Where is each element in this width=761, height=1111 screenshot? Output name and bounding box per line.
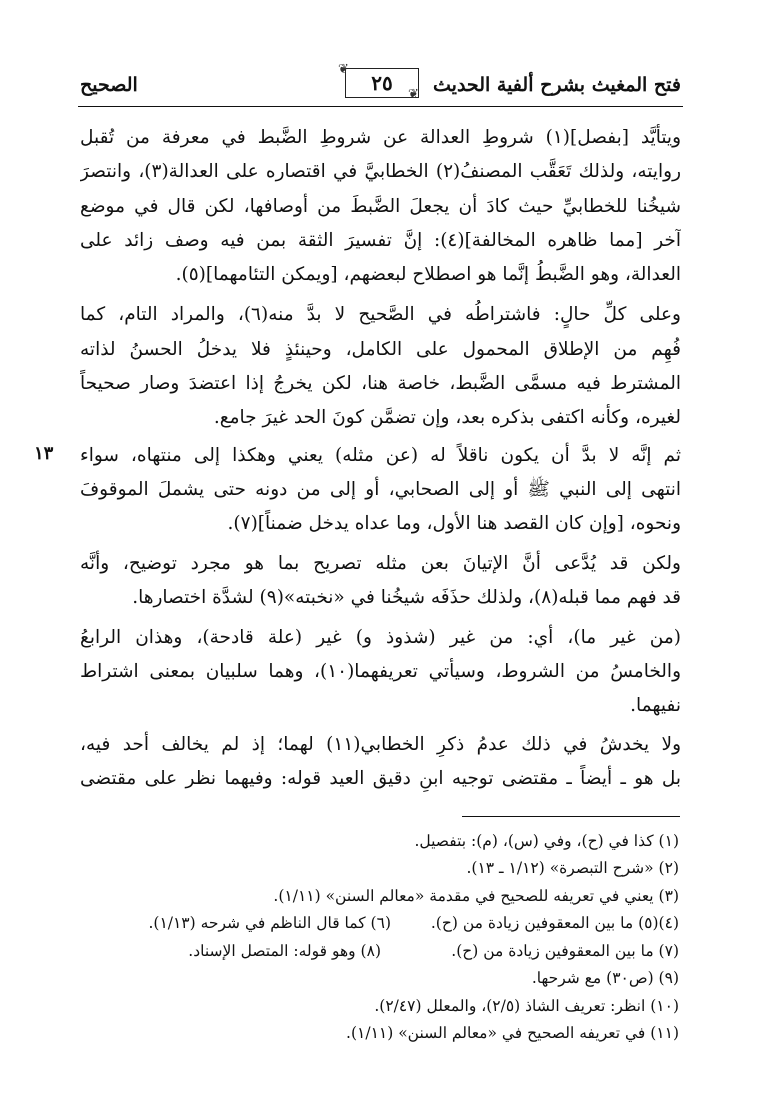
header-divider (78, 106, 683, 107)
body-line: شيخُنا للخطابيِّ حيث كادَ أن يجعلَ الضَّبطَ من أوصافها، لكن قال في موضع (80, 196, 681, 217)
body-line: المشترط فيه مسمَّى الضَّبط، خاصة هنا، لكن يخرجُ إذا اعتضدَ وصار صحيحاً (80, 373, 681, 394)
body-line: ويتأيَّد [بفصل](١) شروطِ العدالة عن شروطِ الضَّبط في معرفة من تُقبل (80, 127, 681, 148)
footnote: (١١) في تعريفه الصحيح في «معالم السنن» (١/١١). (346, 1024, 679, 1042)
body-line: (من غير ما)، أي: من غير (شذوذ و) غير (علة قادحة)، وهذان الرابعُ (80, 627, 681, 648)
body-line: ثم إنَّه لا بدَّ أن يكون ناقلاً له (عن مثله) يعني وهكذا إلى منتهاه، سواء (80, 445, 681, 466)
ornament-icon: ❦ (338, 62, 349, 77)
margin-verse-number: ١٣ (34, 443, 54, 464)
footnote: (٣) يعني في تعريفه للصحيح في مقدمة «معالم السنن» (١/١١). (273, 887, 679, 905)
body-line: ولكن قد يُدَّعى أنَّ الإتيانَ بعن مثله تصريح بما هو مجرد توضيح، وأنَّه (80, 553, 681, 574)
body-line: نفيهما. (630, 695, 681, 716)
footnote: (٤)(٥) ما بين المعقوفين زيادة من (ح). (430, 914, 679, 932)
body-line: وعلى كلِّ حالٍ: فاشتراطُه في الصَّحيح لا بدَّ منه(٦)، والمراد التام، كما (80, 304, 681, 325)
page-number: ٢٥ (371, 71, 393, 95)
body-line: انتهى إلى النبي ﷺ أو إلى الصحابي، أو إلى من دونه حتى يشملَ الموقوفَ (80, 479, 681, 500)
body-line: روايته، ولذلك تَعَقَّب المصنفُ(٢) الخطابيَّ في اقتصاره على العدالة(٣)، وانتصرَ (80, 161, 681, 182)
running-header-chapter: الصحيح (80, 74, 138, 96)
footnote: (٩) (ص٣٠) مع شرحها. (531, 969, 679, 987)
footnote: (١٠) انظر: تعريف الشاذ (٢/٥)، والمعلل (٢/٤٧). (374, 997, 679, 1015)
ornament-icon: ❦ (408, 87, 419, 102)
body-line: قد فهم مما قبله(٨)، ولذلك حذَفَه شيخُنا في «نخبته»(٩) لشدَّة اختصارها. (132, 587, 681, 608)
footnote: (٧) ما بين المعقوفين زيادة من (ح). (451, 942, 679, 960)
running-header-book-title: فتح المغيث بشرح ألفية الحديث (433, 74, 681, 96)
footnote: (١) كذا في (ح)، وفي (س)، (م): بتفصيل. (414, 832, 679, 850)
body-line: آخر [مما ظاهره المخالفة](٤): إنَّ تفسيرَ الثقة بمن فيه وصف زائد على (80, 230, 681, 251)
body-line: العدالة، وهو الضَّبطُ إنَّما هو اصطلاح لبعضهم، [ويمكن التئامهما](٥). (175, 264, 681, 285)
body-line: فُهِم من الإطلاق المحمول على الكامل، وحينئذٍ فلا يدخلُ الحسنُ لذاته (80, 339, 681, 360)
body-line: والخامسُ من الشروط، وسيأتي تعريفهما(١٠)، وهما سلبيان بمعنى اشتراط (80, 661, 681, 682)
body-line: ولا يخدشُ في ذلك عدمُ ذكرِ الخطابي(١١) لهما؛ إذ لم يخالف أحد فيه، (80, 734, 681, 755)
footnote-divider (462, 816, 680, 817)
body-line: بل هو ـ أيضاً ـ مقتضى توجيه ابنِ دقيق العيد قوله: وفيهما نظر على مقتضى (80, 768, 681, 789)
footnote: (٢) «شرح التبصرة» (١/١٢ ـ ١٣). (466, 859, 679, 877)
body-line: لغيره، وكأنه اكتفى بذكره بعد، وإن تضمَّن كونَ الحد غيرَ جامع. (213, 407, 681, 428)
footnote: (٦) كما قال الناظم في شرحه (١/١٣). (148, 914, 391, 932)
footnote: (٨) وهو قوله: المتصل الإسناد. (188, 942, 381, 960)
body-line: ونحوه، [وإن كان القصد هنا الأول، وما عداه يدخل ضمناً](٧). (227, 513, 681, 534)
